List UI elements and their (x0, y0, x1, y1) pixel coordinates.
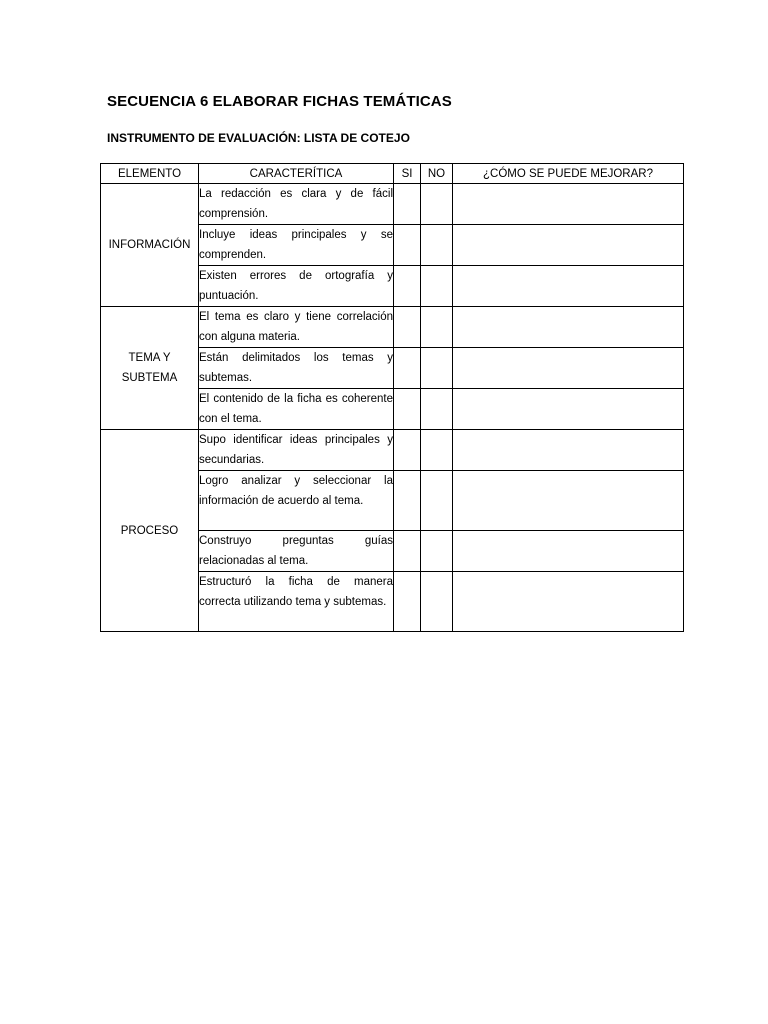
improvement-cell[interactable] (453, 389, 684, 430)
criterion-cell: El tema es claro y tiene correlación con alguna materia. (199, 307, 394, 348)
no-checkbox-cell[interactable] (421, 348, 453, 389)
element-informacion: INFORMACIÓN (101, 184, 199, 307)
si-checkbox-cell[interactable] (394, 471, 421, 531)
no-checkbox-cell[interactable] (421, 307, 453, 348)
criterion-cell: Existen errores de ortografía y puntuación. (199, 266, 394, 307)
table-header-row (101, 164, 684, 184)
criterion-cell: Estructuró la ficha de manera correcta utilizando tema y subtemas. (199, 572, 394, 632)
element-proceso: PROCESO (101, 430, 199, 632)
no-checkbox-cell[interactable] (421, 184, 453, 225)
si-checkbox-cell[interactable] (394, 572, 421, 632)
criterion-cell: Supo identificar ideas principales y secundarias. (199, 430, 394, 471)
improvement-cell[interactable] (453, 348, 684, 389)
no-checkbox-cell[interactable] (421, 471, 453, 531)
criterion-cell: Están delimitados los temas y subtemas. (199, 348, 394, 389)
header-elemento: ELEMENTO (101, 164, 199, 184)
no-checkbox-cell[interactable] (421, 389, 453, 430)
no-checkbox-cell[interactable] (421, 572, 453, 632)
page-title: SECUENCIA 6 ELABORAR FICHAS TEMÁTICAS (107, 93, 452, 110)
improvement-cell[interactable] (453, 471, 684, 531)
improvement-cell[interactable] (453, 572, 684, 632)
header-si: SI (394, 164, 421, 184)
header-mejorar: ¿CÓMO SE PUEDE MEJORAR? (453, 164, 684, 184)
si-checkbox-cell[interactable] (394, 307, 421, 348)
no-checkbox-cell[interactable] (421, 531, 453, 572)
improvement-cell[interactable] (453, 184, 684, 225)
no-checkbox-cell[interactable] (421, 430, 453, 471)
table-row (101, 430, 684, 471)
header-caracteristica: CARACTERÍTICA (199, 164, 394, 184)
si-checkbox-cell[interactable] (394, 184, 421, 225)
improvement-cell[interactable] (453, 430, 684, 471)
si-checkbox-cell[interactable] (394, 225, 421, 266)
improvement-cell[interactable] (453, 307, 684, 348)
table-row (101, 184, 684, 225)
no-checkbox-cell[interactable] (421, 225, 453, 266)
criterion-cell: El contenido de la ficha es coherente con el tema. (199, 389, 394, 430)
table-row (101, 307, 684, 348)
criterion-cell: Logro analizar y seleccionar la información de acuerdo al tema. (199, 471, 394, 531)
improvement-cell[interactable] (453, 266, 684, 307)
page-subtitle: INSTRUMENTO DE EVALUACIÓN: LISTA DE COTEJO (107, 131, 410, 145)
si-checkbox-cell[interactable] (394, 266, 421, 307)
si-checkbox-cell[interactable] (394, 389, 421, 430)
improvement-cell[interactable] (453, 531, 684, 572)
criterion-cell: Construyo preguntas guías relacionadas al tema. (199, 531, 394, 572)
criterion-cell: La redacción es clara y de fácil comprensión. (199, 184, 394, 225)
si-checkbox-cell[interactable] (394, 430, 421, 471)
si-checkbox-cell[interactable] (394, 531, 421, 572)
element-tema-subtema: TEMA Y SUBTEMA (101, 307, 199, 430)
si-checkbox-cell[interactable] (394, 348, 421, 389)
improvement-cell[interactable] (453, 225, 684, 266)
checklist-table (100, 163, 684, 632)
criterion-cell: Incluye ideas principales y se comprenden. (199, 225, 394, 266)
header-no: NO (421, 164, 453, 184)
no-checkbox-cell[interactable] (421, 266, 453, 307)
